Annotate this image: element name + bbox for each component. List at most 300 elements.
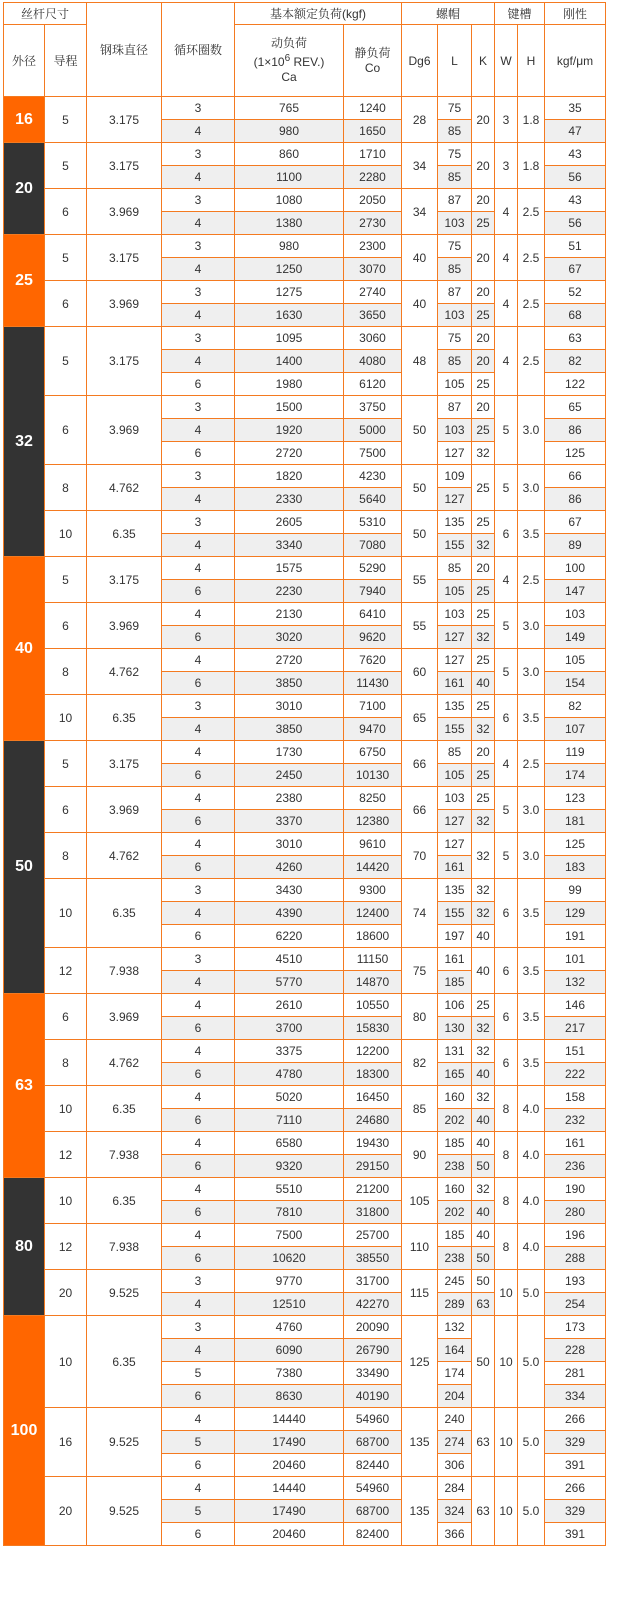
dynamic-load-cell: 1630 (235, 304, 344, 327)
outer-diameter-cell: 63 (4, 994, 45, 1178)
circuits-cell: 4 (162, 787, 235, 810)
w-cell: 6 (495, 948, 518, 994)
circuits-cell: 6 (162, 626, 235, 649)
k-cell: 25 (472, 511, 495, 534)
dynamic-load-cell: 860 (235, 143, 344, 166)
rigidity-cell: 63 (545, 327, 606, 350)
rigidity-cell: 47 (545, 120, 606, 143)
l-cell: 161 (438, 856, 472, 879)
circuits-cell: 3 (162, 281, 235, 304)
rigidity-cell: 66 (545, 465, 606, 488)
dg6-cell: 40 (402, 281, 438, 327)
static-load-label: 静负荷 (354, 45, 391, 60)
rigidity-cell: 43 (545, 143, 606, 166)
w-cell: 4 (495, 235, 518, 281)
lead-cell: 5 (45, 97, 87, 143)
circuits-cell: 6 (162, 1155, 235, 1178)
w-cell: 5 (495, 603, 518, 649)
h-cell: 4.0 (518, 1086, 545, 1132)
static-load-cell: 7500 (344, 442, 402, 465)
circuits-cell: 6 (162, 764, 235, 787)
table-row (4, 97, 606, 120)
ball-diameter-cell: 4.762 (87, 1040, 162, 1086)
rigidity-cell: 161 (545, 1132, 606, 1155)
table-row (4, 994, 606, 1017)
rigidity-cell: 158 (545, 1086, 606, 1109)
w-cell: 10 (495, 1408, 518, 1477)
l-cell: 132 (438, 1316, 472, 1339)
h-cell: 2.5 (518, 327, 545, 396)
static-load-cell: 11430 (344, 672, 402, 695)
k-cell: 32 (472, 1178, 495, 1201)
ball-diameter-cell: 3.175 (87, 327, 162, 396)
outer-diameter-header: 外径 (4, 25, 45, 97)
circuits-cell: 4 (162, 557, 235, 580)
ball-diameter-cell: 6.35 (87, 1316, 162, 1408)
rigidity-cell: 43 (545, 189, 606, 212)
lead-cell: 5 (45, 235, 87, 281)
circuits-cell: 6 (162, 810, 235, 833)
rigidity-cell: 266 (545, 1408, 606, 1431)
dynamic-load-cell: 9320 (235, 1155, 344, 1178)
w-cell: 10 (495, 1477, 518, 1546)
table-row (4, 143, 606, 166)
dynamic-load-header (235, 25, 344, 97)
dynamic-load-cell: 5770 (235, 971, 344, 994)
rigidity-cell: 146 (545, 994, 606, 1017)
h-cell: 3.5 (518, 994, 545, 1040)
w-cell: 4 (495, 281, 518, 327)
dynamic-load-cell: 3700 (235, 1017, 344, 1040)
lead-cell: 6 (45, 281, 87, 327)
static-load-cell: 5000 (344, 419, 402, 442)
circuits-cell: 3 (162, 948, 235, 971)
ball-diameter-cell: 4.762 (87, 649, 162, 695)
dynamic-load-cell: 4260 (235, 856, 344, 879)
dynamic-load-cell: 3430 (235, 879, 344, 902)
h-cell: 3.5 (518, 879, 545, 948)
table-row (4, 1477, 606, 1500)
static-load-cell: 31700 (344, 1270, 402, 1293)
dynamic-load-cell: 3850 (235, 718, 344, 741)
outer-diameter-cell: 50 (4, 741, 45, 994)
lead-cell: 5 (45, 327, 87, 396)
dynamic-load-cell: 1575 (235, 557, 344, 580)
ball-diameter-cell: 3.969 (87, 396, 162, 465)
static-load-cell: 54960 (344, 1477, 402, 1500)
rigidity-cell: 129 (545, 902, 606, 925)
h-cell: 3.5 (518, 511, 545, 557)
rigidity-cell: 123 (545, 787, 606, 810)
dg6-cell: 40 (402, 235, 438, 281)
l-cell: 131 (438, 1040, 472, 1063)
k-cell: 40 (472, 1132, 495, 1155)
circuits-cell: 4 (162, 166, 235, 189)
table-row (4, 1224, 606, 1247)
dynamic-load-cell: 1730 (235, 741, 344, 764)
table-row (4, 1270, 606, 1293)
w-cell: 6 (495, 511, 518, 557)
k-cell: 63 (472, 1408, 495, 1477)
h-cell: 3.0 (518, 787, 545, 833)
h-header: H (518, 25, 545, 97)
circuits-cell: 4 (162, 741, 235, 764)
static-load-cell: 11150 (344, 948, 402, 971)
static-load-cell: 3650 (344, 304, 402, 327)
static-load-cell: 9610 (344, 833, 402, 856)
rigidity-cell: 151 (545, 1040, 606, 1063)
rigidity-cell: 232 (545, 1109, 606, 1132)
table-row (4, 1132, 606, 1155)
k-cell: 20 (472, 327, 495, 350)
h-cell: 3.5 (518, 695, 545, 741)
dg6-header: Dg6 (402, 25, 438, 97)
circuits-cell: 4 (162, 649, 235, 672)
lead-cell: 12 (45, 1224, 87, 1270)
dynamic-load-cell: 12510 (235, 1293, 344, 1316)
w-cell: 8 (495, 1224, 518, 1270)
rigidity-cell: 147 (545, 580, 606, 603)
static-load-cell: 10130 (344, 764, 402, 787)
k-cell: 32 (472, 1017, 495, 1040)
k-cell: 40 (472, 948, 495, 994)
dynamic-load-cell: 3010 (235, 833, 344, 856)
static-load-cell: 31800 (344, 1201, 402, 1224)
l-cell: 155 (438, 902, 472, 925)
w-cell: 8 (495, 1132, 518, 1178)
k-cell: 32 (472, 810, 495, 833)
k-cell: 50 (472, 1155, 495, 1178)
rigidity-cell: 196 (545, 1224, 606, 1247)
k-cell: 32 (472, 833, 495, 879)
k-cell: 20 (472, 396, 495, 419)
dynamic-load-cell: 1980 (235, 373, 344, 396)
ball-diameter-cell: 6.35 (87, 1178, 162, 1224)
static-load-cell: 9620 (344, 626, 402, 649)
h-cell: 2.5 (518, 189, 545, 235)
ball-diameter-cell: 3.969 (87, 281, 162, 327)
k-cell: 25 (472, 695, 495, 718)
l-header: L (438, 25, 472, 97)
rigidity-cell: 183 (545, 856, 606, 879)
l-cell: 127 (438, 833, 472, 856)
circuits-cell: 6 (162, 1201, 235, 1224)
static-load-cell: 68700 (344, 1431, 402, 1454)
circuits-cell: 3 (162, 189, 235, 212)
w-cell: 10 (495, 1316, 518, 1408)
k-header: K (472, 25, 495, 97)
dg6-cell: 74 (402, 879, 438, 948)
static-load-cell: 12380 (344, 810, 402, 833)
h-cell: 3.0 (518, 833, 545, 879)
table-row (4, 235, 606, 258)
static-load-cell: 82400 (344, 1523, 402, 1546)
static-load-cell: 12200 (344, 1040, 402, 1063)
dg6-cell: 50 (402, 396, 438, 465)
dynamic-load-cell: 1400 (235, 350, 344, 373)
w-cell: 5 (495, 649, 518, 695)
dg6-cell: 135 (402, 1477, 438, 1546)
k-cell: 25 (472, 212, 495, 235)
l-cell: 85 (438, 557, 472, 580)
static-load-cell: 1650 (344, 120, 402, 143)
static-load-cell: 14420 (344, 856, 402, 879)
circuits-cell: 4 (162, 994, 235, 1017)
dg6-cell: 34 (402, 189, 438, 235)
l-cell: 274 (438, 1431, 472, 1454)
circuits-cell: 3 (162, 235, 235, 258)
l-cell: 289 (438, 1293, 472, 1316)
outer-diameter-cell: 80 (4, 1178, 45, 1316)
ball-diameter-header: 钢珠直径 (87, 3, 162, 97)
dynamic-load-cell: 14440 (235, 1477, 344, 1500)
static-load-cell: 4080 (344, 350, 402, 373)
dynamic-load-cell: 3370 (235, 810, 344, 833)
l-cell: 75 (438, 143, 472, 166)
dynamic-load-cell: 2720 (235, 649, 344, 672)
w-cell: 4 (495, 327, 518, 396)
w-header: W (495, 25, 518, 97)
rigidity-cell: 190 (545, 1178, 606, 1201)
table-row (4, 1408, 606, 1431)
ball-diameter-cell: 7.938 (87, 948, 162, 994)
k-cell: 20 (472, 281, 495, 304)
l-cell: 135 (438, 879, 472, 902)
l-cell: 185 (438, 971, 472, 994)
circuits-cell: 4 (162, 1040, 235, 1063)
static-load-cell: 2050 (344, 189, 402, 212)
table-row (4, 603, 606, 626)
l-cell: 284 (438, 1477, 472, 1500)
static-load-cell: 5310 (344, 511, 402, 534)
rigidity-cell: 181 (545, 810, 606, 833)
table-row (4, 695, 606, 718)
rigidity-cell: 125 (545, 833, 606, 856)
h-cell: 3.0 (518, 649, 545, 695)
static-load-cell: 3750 (344, 396, 402, 419)
k-cell: 20 (472, 189, 495, 212)
l-cell: 174 (438, 1362, 472, 1385)
static-load-cell: 40190 (344, 1385, 402, 1408)
rigidity-cell: 82 (545, 695, 606, 718)
h-cell: 4.0 (518, 1224, 545, 1270)
table-row (4, 396, 606, 419)
l-cell: 103 (438, 787, 472, 810)
dynamic-load-rev-post: REV.) (290, 55, 325, 69)
outer-diameter-cell: 100 (4, 1316, 45, 1546)
rigidity-cell: 191 (545, 925, 606, 948)
static-load-cell: 14870 (344, 971, 402, 994)
static-load-co: Co (364, 60, 381, 75)
table-row (4, 741, 606, 764)
nut-header: 螺帽 (402, 3, 495, 25)
table-row (4, 465, 606, 488)
dynamic-load-cell: 9770 (235, 1270, 344, 1293)
dynamic-load-rev-pre: (1×10 (253, 55, 285, 69)
l-cell: 85 (438, 166, 472, 189)
dg6-cell: 55 (402, 557, 438, 603)
w-cell: 4 (495, 741, 518, 787)
ball-diameter-cell: 9.525 (87, 1270, 162, 1316)
static-load-cell: 1240 (344, 97, 402, 120)
circuits-cell: 3 (162, 1270, 235, 1293)
rigidity-cell: 100 (545, 557, 606, 580)
l-cell: 245 (438, 1270, 472, 1293)
dg6-cell: 90 (402, 1132, 438, 1178)
w-cell: 3 (495, 143, 518, 189)
k-cell: 50 (472, 1316, 495, 1408)
dynamic-load-cell: 2610 (235, 994, 344, 1017)
outer-diameter-cell: 20 (4, 143, 45, 235)
outer-diameter-cell: 25 (4, 235, 45, 327)
circuits-cell: 5 (162, 1431, 235, 1454)
l-cell: 161 (438, 672, 472, 695)
h-cell: 2.5 (518, 235, 545, 281)
rigidity-cell: 391 (545, 1454, 606, 1477)
static-load-cell: 9300 (344, 879, 402, 902)
dynamic-load-ca: Ca (281, 70, 297, 84)
dynamic-load-cell: 3020 (235, 626, 344, 649)
outer-diameter-cell: 40 (4, 557, 45, 741)
static-load-cell: 33490 (344, 1362, 402, 1385)
ball-diameter-cell: 9.525 (87, 1408, 162, 1477)
k-cell: 50 (472, 1247, 495, 1270)
lead-cell: 5 (45, 741, 87, 787)
dynamic-load-cell: 1820 (235, 465, 344, 488)
static-load-cell: 12400 (344, 902, 402, 925)
l-cell: 75 (438, 327, 472, 350)
static-load-cell: 25700 (344, 1224, 402, 1247)
dynamic-load-cell: 980 (235, 120, 344, 143)
rigidity-cell: 174 (545, 764, 606, 787)
rigidity-cell: 217 (545, 1017, 606, 1040)
w-cell: 6 (495, 695, 518, 741)
dg6-cell: 80 (402, 994, 438, 1040)
lead-cell: 5 (45, 143, 87, 189)
k-cell: 32 (472, 1086, 495, 1109)
h-cell: 4.0 (518, 1178, 545, 1224)
h-cell: 5.0 (518, 1270, 545, 1316)
static-load-cell: 6120 (344, 373, 402, 396)
table-row (4, 879, 606, 902)
l-cell: 127 (438, 649, 472, 672)
rigidity-cell: 173 (545, 1316, 606, 1339)
l-cell: 85 (438, 741, 472, 764)
rigidity-cell: 101 (545, 948, 606, 971)
ball-diameter-cell: 3.969 (87, 994, 162, 1040)
l-cell: 202 (438, 1109, 472, 1132)
circuits-cell: 5 (162, 1362, 235, 1385)
l-cell: 155 (438, 534, 472, 557)
rigidity-cell: 56 (545, 166, 606, 189)
circuits-cell: 4 (162, 1293, 235, 1316)
l-cell: 87 (438, 189, 472, 212)
dg6-cell: 66 (402, 741, 438, 787)
dynamic-load-cell: 6090 (235, 1339, 344, 1362)
dynamic-load-label: 动负荷 (270, 36, 307, 50)
circuits-cell: 6 (162, 925, 235, 948)
basic-load-header: 基本额定负荷(kgf) (235, 3, 402, 25)
dg6-cell: 70 (402, 833, 438, 879)
l-cell: 103 (438, 603, 472, 626)
lead-cell: 10 (45, 879, 87, 948)
dg6-cell: 85 (402, 1086, 438, 1132)
l-cell: 75 (438, 235, 472, 258)
l-cell: 161 (438, 948, 472, 971)
ball-diameter-cell: 6.35 (87, 695, 162, 741)
lead-cell: 12 (45, 948, 87, 994)
circuits-cell: 3 (162, 327, 235, 350)
h-cell: 5.0 (518, 1408, 545, 1477)
k-cell: 40 (472, 1201, 495, 1224)
circuits-cell: 4 (162, 1408, 235, 1431)
rigidity-cell: 266 (545, 1477, 606, 1500)
k-cell: 25 (472, 580, 495, 603)
k-cell: 32 (472, 534, 495, 557)
static-load-cell: 20090 (344, 1316, 402, 1339)
outer-diameter-cell: 16 (4, 97, 45, 143)
table-row (4, 327, 606, 350)
lead-cell: 6 (45, 189, 87, 235)
lead-cell: 10 (45, 511, 87, 557)
lead-cell: 10 (45, 1086, 87, 1132)
h-cell: 2.5 (518, 557, 545, 603)
circuits-cell: 4 (162, 1178, 235, 1201)
k-cell: 20 (472, 97, 495, 143)
dynamic-load-cell: 2605 (235, 511, 344, 534)
dynamic-load-cell: 20460 (235, 1454, 344, 1477)
rigidity-unit-header: kgf/μm (545, 25, 606, 97)
dg6-cell: 55 (402, 603, 438, 649)
circuits-cell: 4 (162, 419, 235, 442)
static-load-cell: 2300 (344, 235, 402, 258)
circuits-cell: 4 (162, 120, 235, 143)
lead-cell: 6 (45, 603, 87, 649)
table-row (4, 948, 606, 971)
rigidity-cell: 89 (545, 534, 606, 557)
ball-diameter-cell: 7.938 (87, 1132, 162, 1178)
l-cell: 103 (438, 304, 472, 327)
k-cell: 40 (472, 672, 495, 695)
k-cell: 40 (472, 1109, 495, 1132)
l-cell: 85 (438, 350, 472, 373)
h-cell: 2.5 (518, 281, 545, 327)
circuits-cell: 4 (162, 1224, 235, 1247)
l-cell: 109 (438, 465, 472, 488)
dynamic-load-cell: 10620 (235, 1247, 344, 1270)
dynamic-load-cell: 1095 (235, 327, 344, 350)
k-cell: 32 (472, 626, 495, 649)
k-cell: 20 (472, 235, 495, 281)
ball-diameter-cell: 3.969 (87, 189, 162, 235)
circuits-cell: 4 (162, 1477, 235, 1500)
circuits-cell: 3 (162, 1316, 235, 1339)
h-cell: 2.5 (518, 741, 545, 787)
lead-cell: 8 (45, 465, 87, 511)
dynamic-load-cell: 4510 (235, 948, 344, 971)
rigidity-cell: 35 (545, 97, 606, 120)
static-load-cell: 21200 (344, 1178, 402, 1201)
l-cell: 155 (438, 718, 472, 741)
keyway-header: 键槽 (495, 3, 545, 25)
rigidity-cell: 105 (545, 649, 606, 672)
circuits-cell: 6 (162, 1385, 235, 1408)
dynamic-load-cell: 5020 (235, 1086, 344, 1109)
l-cell: 238 (438, 1155, 472, 1178)
dynamic-load-cell: 4390 (235, 902, 344, 925)
k-cell: 40 (472, 1224, 495, 1247)
circuits-cell: 6 (162, 442, 235, 465)
